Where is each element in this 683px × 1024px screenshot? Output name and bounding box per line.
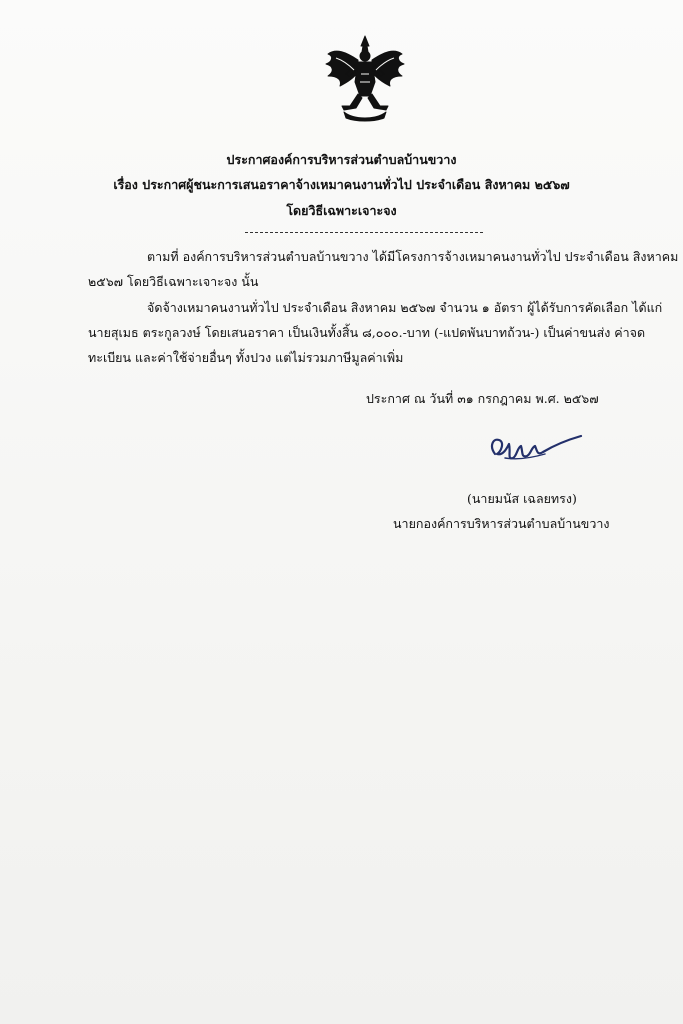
- signer-title: นายกองค์การบริหารส่วนตำบลบ้านขวาง: [393, 516, 610, 531]
- paragraph2-line3: ทะเบียน และค่าใช้จ่ายอื่นๆ ทั้งปวง แต่ไม่รวมภาษีมูลค่าเพิ่ม: [88, 350, 404, 365]
- paragraph1-line2: ๒๕๖๗ โดยวิธีเฉพาะเจาะจง นั้น: [88, 274, 259, 289]
- announcement-method: โดยวิธีเฉพาะเจาะจง: [286, 203, 397, 218]
- announcement-subject: เรื่อง ประกาศผู้ชนะการเสนอราคาจ้างเหมาคนงานทั่วไป ประจำเดือน สิงหาคม ๒๕๖๗: [113, 177, 570, 192]
- handwritten-signature-icon: [487, 432, 585, 466]
- paragraph2-line2: นายสุเมธ ตระกูลวงษ์ โดยเสนอราคา เป็นเงินทั้งสิ้น ๘,๐๐๐.-บาท (-แปดพันบาทถ้วน-) เป็นค่าขนส่ง ค่าจด: [88, 325, 646, 340]
- paragraph2-line1: จัดจ้างเหมาคนงานทั่วไป ประจำเดือน สิงหาคม ๒๕๖๗ จำนวน ๑ อัตรา ผู้ได้รับการคัดเลือก ได้แก่: [147, 300, 663, 315]
- signer-name: (นายมนัส เฉลยทรง): [467, 491, 577, 506]
- garuda-emblem-icon: [322, 34, 408, 122]
- announcement-title: ประกาศองค์การบริหารส่วนตำบลบ้านขวาง: [226, 152, 457, 167]
- heading-divider: [245, 232, 483, 233]
- paragraph1-line1: ตามที่ องค์การบริหารส่วนตำบลบ้านขวาง ได้มีโครงการจ้างเหมาคนงานทั่วไป ประจำเดือน สิงหาคม: [147, 249, 679, 264]
- announcement-date: ประกาศ ณ วันที่ ๓๑ กรกฎาคม พ.ศ. ๒๕๖๗: [366, 391, 599, 406]
